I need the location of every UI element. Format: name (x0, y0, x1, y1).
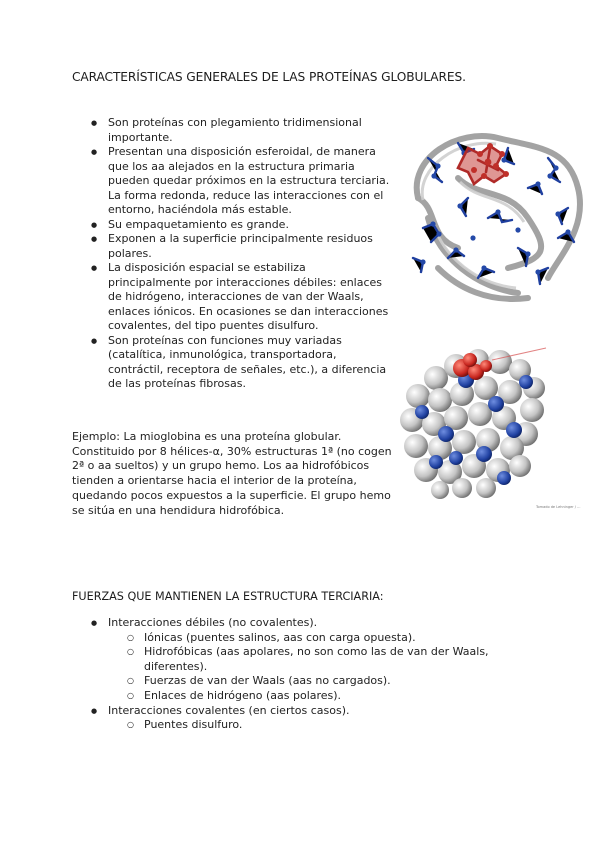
covalent-interactions-label: Interacciones covalentes (en ciertos casos). (108, 703, 350, 717)
myoglobin-ribbon-figure (398, 118, 590, 310)
list-item: ○ Fuerzas de van der Waals (aas no cargados). (144, 674, 528, 689)
list-item: ○ Hidrofóbicas (aas apolares, no son como las de van der Waals, diferentes). (144, 645, 528, 674)
forces-list (108, 616, 528, 733)
list-item: ● Presentan una disposición esferoidal, de manera que los aa alejados en la estructura primaria pueden quedar próximos en la estructura terciaria. La forma redonda, reduce las interacciones con el entorno, haciéndola más estable. (108, 145, 390, 218)
list-item: ● Su empaquetamiento es grande. (108, 218, 390, 233)
list-item: ● Son proteínas con funciones muy variadas (catalítica, inmunológica, transportadora, contráctil, receptora de señales, etc.), a diferencia de las proteínas fibrosas. (108, 334, 390, 392)
characteristics-list (108, 116, 390, 392)
weak-interactions-label: Interacciones débiles (no covalentes). (108, 616, 318, 629)
list-item (108, 704, 528, 733)
covalent-interactions-sublist (108, 718, 528, 733)
list-item: ● Son proteínas con plegamiento tridimensional importante. (108, 116, 390, 145)
section-title-forces: FUERZAS QUE MANTIENEN LA ESTRUCTURA TERCIARIA: (72, 590, 384, 603)
list-item (108, 616, 528, 704)
list-item: ○ Enlaces de hidrógeno (aas polares). (144, 689, 528, 704)
weak-interactions-sublist (108, 631, 528, 704)
myoglobin-example: Ejemplo: La mioglobina es una proteína globular. Constituido por 8 hélices-α, 30% estructuras 1ª (no cogen 2ª o aa sueltos) y un grupo hemo. Los aa hidrofóbicos tienden a orientarse hacia el interior de la proteína, quedando pocos expuestos a la superficie. El grupo hemo se sitúa en una hendidura hidrofóbica. (72, 430, 392, 517)
section-title-globular: CARACTERÍSTICAS GENERALES DE LAS PROTEÍNAS GLOBULARES. (72, 70, 466, 84)
figure-caption: Tomado de Lehninger / ... (536, 505, 581, 509)
list-item: ○ Iónicas (puentes salinos, aas con carga opuesta). (144, 631, 528, 646)
list-item: ○ Puentes disulfuro. (144, 718, 528, 733)
myoglobin-spacefill-figure (396, 338, 550, 500)
list-item: ● Exponen a la superficie principalmente residuos polares. (108, 232, 390, 261)
list-item: ● La disposición espacial se estabiliza principalmente por interacciones débiles: enlaces de hidrógeno, interacciones de van der Waals, enlaces iónicos. En ocasiones se dan interacciones covalentes, del tipo puentes disulfuro. (108, 261, 390, 334)
